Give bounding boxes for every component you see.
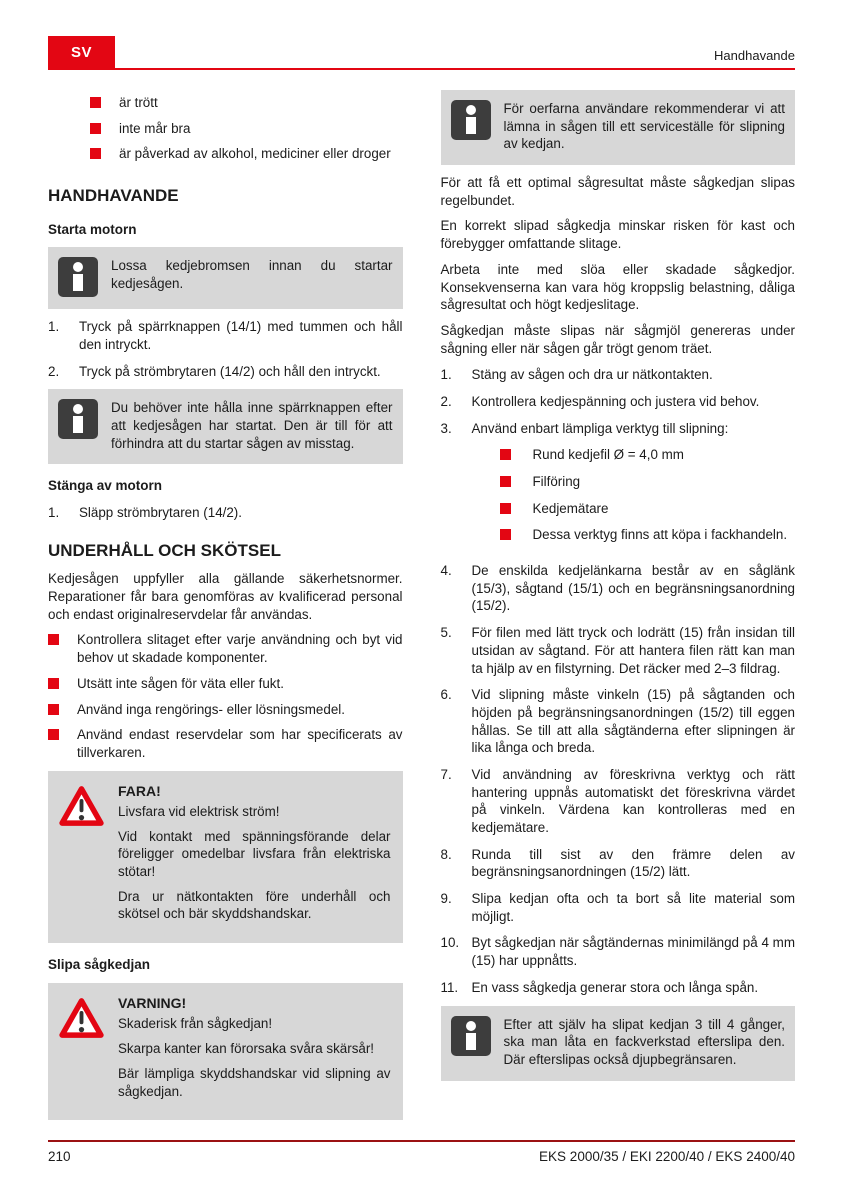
step-item <box>441 766 796 837</box>
step-number: 2. <box>440 393 452 409</box>
bullet-square-icon <box>48 729 59 740</box>
step-item <box>441 846 796 881</box>
step-item <box>441 624 796 677</box>
step-item <box>441 686 796 757</box>
bullet-item <box>500 500 796 518</box>
bullet-item <box>90 145 403 163</box>
step-text: Stäng av sågen och dra ur nätkontakten. <box>471 367 713 383</box>
paragraph: Arbeta inte med slöa eller skadade sågkedjor. Konsekvenserna kan vara hög kroppslig belastning, dåliga sågresultat och högt kedjeslitage. <box>440 261 795 313</box>
bullet-text: Använd endast reservdelar som har specificerats av tillverkaren. <box>77 727 403 760</box>
step-text: Släpp strömbrytaren (14/2). <box>79 505 242 521</box>
step-text: Byt sågkedjan när sågtändernas minimilängd på 4 mm (15) har uppnåtts. <box>471 935 795 969</box>
step-body <box>472 420 796 553</box>
info-icon <box>58 257 98 297</box>
step-number: 3. <box>440 420 452 436</box>
warning-triangle-icon <box>58 994 105 1107</box>
step-number: 1. <box>48 319 60 335</box>
bullet-item <box>48 675 403 693</box>
bullet-square-icon <box>500 503 511 514</box>
step-item <box>48 318 403 353</box>
step-number: 6. <box>440 687 452 703</box>
bullet-text: Använd inga rengörings- eller lösningsmedel. <box>77 701 345 717</box>
paragraph: Vid kontakt med spänningsförande delar föreligger omedelbar livsfara från elektriska stötar! <box>118 828 391 880</box>
sharpen-steps-list <box>441 366 796 996</box>
step-number: 4. <box>440 563 452 579</box>
subheading-stop-motor: Stänga av motorn <box>48 478 163 494</box>
step-body <box>472 686 796 757</box>
step-body <box>472 846 796 881</box>
bullet-text: är påverkad av alkohol, mediciner eller droger <box>119 146 391 162</box>
step-body <box>472 562 796 615</box>
warning-box-body <box>118 994 391 1107</box>
danger-box <box>48 771 403 944</box>
danger-box-body <box>118 782 391 931</box>
paragraph: Sågkedjan måste slipas när sågmjöl genereras under sågning eller när sågen går trögt genom träet. <box>440 322 795 356</box>
bullet-item <box>90 94 403 112</box>
sharpen-intro-paragraphs <box>441 174 796 357</box>
warning-title: VARNING! <box>118 994 187 1011</box>
bullet-square-icon <box>500 476 511 487</box>
step-body <box>472 890 796 925</box>
step-number: 1. <box>48 505 60 521</box>
note-text: Lossa kedjebromsen innan du startar kedjesågen. <box>111 258 393 291</box>
step-text: Tryck på spärrknappen (14/1) med tummen och håll den intryckt. <box>79 319 403 352</box>
note-text: Efter att själv ha slipat kedjan 3 till 4 gånger, ska man låta en fackverkstad efterslipa den. Där efterslipas också djupbegränsaren. <box>503 1016 785 1067</box>
step-body <box>472 366 796 384</box>
header-section-title: Handhavande <box>714 48 795 63</box>
bullet-text: är trött <box>119 95 158 110</box>
step-item <box>441 562 796 615</box>
step-item <box>441 934 796 969</box>
bullet-text: Utsätt inte sågen för väta eller fukt. <box>77 675 284 691</box>
info-icon <box>451 100 491 140</box>
info-icon <box>58 399 98 439</box>
step-text: Vid användning av föreskrivna verktyg och rätt hantering uppnås automatiskt det föreskrivna värdet på vinkeln. Värdena kan kontrolleras med en kedjemätare. <box>471 766 795 835</box>
footer-rule <box>48 1140 795 1142</box>
step-body <box>472 979 796 997</box>
section-heading-handling: HANDHAVANDE <box>48 186 179 206</box>
bullet-item <box>500 526 796 544</box>
bullet-text: Rund kedjefil Ø = 4,0 mm <box>532 447 684 463</box>
step-body <box>472 766 796 837</box>
bullet-text: Dessa verktyg finns att köpa i fackhandeln. <box>532 527 788 543</box>
paragraph: Skaderisk från sågkedjan! <box>118 1016 273 1032</box>
step-number: 11. <box>440 979 459 995</box>
warning-box <box>48 983 403 1120</box>
bullet-item <box>500 473 796 491</box>
bullet-item <box>90 120 403 138</box>
paragraph: En korrekt slipad sågkedja minskar risken för kast och förebygger omfattande slitage. <box>440 218 795 252</box>
step-body <box>79 504 403 522</box>
step-sub-bullet-list <box>500 446 796 544</box>
page-content <box>48 86 795 1129</box>
note-text: Du behöver inte hålla inne spärrknappen efter att kedjesågen har startat. Den är till för att förhindra att du startar sågen av misstag. <box>111 400 393 451</box>
section-heading-maintenance: UNDERHÅLL OCH SKÖTSEL <box>48 540 281 560</box>
step-body <box>472 393 796 411</box>
bullet-item <box>48 726 403 761</box>
step-number: 1. <box>440 367 452 383</box>
step-item <box>48 363 403 381</box>
note-box-start <box>48 247 403 309</box>
step-body <box>472 934 796 969</box>
step-text: Runda till sist av den främre delen av begränsningsanordningen (15/2) lätt. <box>471 846 795 880</box>
note-box-workshop <box>441 1006 796 1081</box>
bullet-item <box>48 631 403 666</box>
step-item <box>441 393 796 411</box>
page-number: 210 <box>48 1149 71 1164</box>
step-number: 5. <box>440 625 452 641</box>
step-text: Kontrollera kedjespänning och justera vid behov. <box>471 393 760 409</box>
bullet-item <box>500 446 796 464</box>
step-text: För filen med lätt tryck och lodrätt (15) från insidan till utsidan av sågtand. För att hantera filen rätt kan man ta hjälp av en filstyrning. Det räcker med 2–3 fildrag. <box>471 625 795 676</box>
footer-model-names: EKS 2000/35 / EKI 2200/40 / EKS 2400/40 <box>539 1149 795 1164</box>
step-text: Använd enbart lämpliga verktyg till slipning: <box>471 420 729 436</box>
step-number: 10. <box>440 935 460 951</box>
subheading-sharpen-chain: Slipa sågkedjan <box>48 957 151 973</box>
step-number: 9. <box>440 891 452 907</box>
paragraph: För att få ett optimal sågresultat måste sågkedjan slipas regelbundet. <box>440 175 795 208</box>
warning-lines <box>118 1015 391 1100</box>
note-box-service <box>441 90 796 165</box>
bullet-text: Filföring <box>532 474 581 489</box>
step-body <box>79 318 403 353</box>
intro-bullet-list <box>48 94 403 163</box>
note-text: För oerfarna användare rekommenderar vi att lämna in sågen till ett serviceställe för slipning av kedjan. <box>503 101 785 152</box>
bullet-square-icon <box>48 634 59 645</box>
step-number: 7. <box>440 766 452 782</box>
language-badge: SV <box>48 36 115 69</box>
maintenance-bullet-list <box>48 631 403 761</box>
paragraph: Dra ur nätkontakten före underhåll och skötsel och bär skyddshandskar. <box>118 888 391 922</box>
header-rule <box>48 68 795 70</box>
paragraph: Skarpa kanter kan förorsaka svåra skärsår! <box>118 1041 375 1057</box>
bullet-text: Kedjemätare <box>532 500 609 516</box>
start-steps-list <box>48 318 403 380</box>
bullet-text: Kontrollera slitaget efter varje användning och byt vid behov ut skadade komponenter. <box>77 632 403 666</box>
bullet-square-icon <box>48 704 59 715</box>
step-body <box>79 363 403 381</box>
step-text: Vid slipning måste vinkeln (15) på sågtanden och höjden på begränsningsanordningen (15/2) till eggen hållas. Se till att alla sågtänderna efter slipningen är lika långa och breda. <box>471 687 795 756</box>
info-icon <box>451 1016 491 1056</box>
step-number: 8. <box>440 846 452 862</box>
bullet-square-icon <box>500 529 511 540</box>
bullet-square-icon <box>90 123 101 134</box>
step-item <box>48 504 403 522</box>
paragraph: Livsfara vid elektrisk ström! <box>118 804 280 820</box>
step-text: Tryck på strömbrytaren (14/2) och håll den intryckt. <box>79 363 381 379</box>
maintenance-intro-paragraph: Kedjesågen uppfyller alla gällande säkerhetsnormer. Reparationer får bara genomföras av kvalificerad personal och endast originalreservdelar får användas. <box>48 571 403 622</box>
step-text: De enskilda kedjelänkarna består av en såglänk (15/3), sågtand (15/1) och en begränsningsanordning (15/2). <box>471 563 795 614</box>
step-text: En vass sågkedja generar stora och långa spån. <box>471 979 759 995</box>
bullet-item <box>48 701 403 719</box>
step-body <box>472 624 796 677</box>
danger-lines <box>118 803 391 923</box>
step-item <box>441 366 796 384</box>
step-item <box>441 979 796 997</box>
step-text: Slipa kedjan ofta och ta bort så lite material som möjligt. <box>471 891 795 924</box>
bullet-square-icon <box>90 148 101 159</box>
bullet-square-icon <box>48 678 59 689</box>
stop-steps-list <box>48 504 403 522</box>
right-column <box>441 86 796 1129</box>
step-number: 2. <box>48 363 60 379</box>
note-box-lock-button <box>48 389 403 464</box>
bullet-text: inte mår bra <box>119 120 191 136</box>
paragraph: Bär lämpliga skyddshandskar vid slipning av sågkedjan. <box>118 1065 391 1099</box>
subheading-start-motor: Starta motorn <box>48 221 137 237</box>
bullet-square-icon <box>90 97 101 108</box>
left-column <box>48 86 403 1129</box>
step-item <box>441 420 796 553</box>
bullet-square-icon <box>500 449 511 460</box>
warning-triangle-icon <box>58 782 105 931</box>
danger-title: FARA! <box>118 782 161 799</box>
step-item <box>441 890 796 925</box>
